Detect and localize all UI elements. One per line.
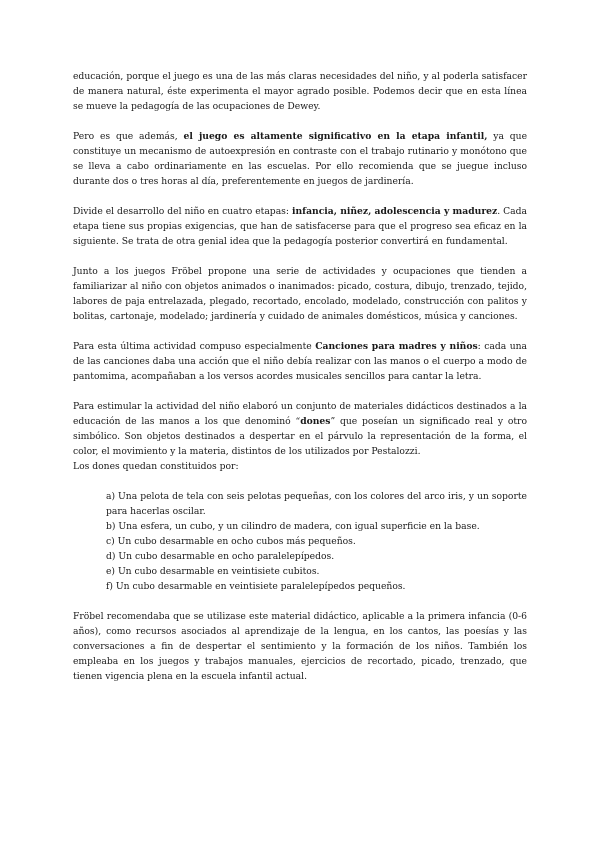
list-item: d) Un cubo desarmable en ocho paralelepípedos. [106, 551, 335, 562]
gifts-intro: Los dones quedan constituidos por: [73, 461, 239, 472]
paragraph-play-significance: Pero es que además, el juego es altamente significativo en la etapa infantil, ya que constituye un mecanismo de autoexpresión en contraste con el trabajo rutinario y monótono que se lleva a cabo ordinariamente en las escuelas. Por ello recomienda que se juegue incluso durante dos o tres horas al día, preferentemente en juegos de jardinería. [73, 131, 528, 187]
gifts-list [73, 489, 527, 594]
paragraph-play-need: educación, porque el juego es una de las más claras necesidades del niño, y al poderla satisfacer de manera natural, éste experimenta el mayor agrado posible. Podemos decir que en esta línea se mueve la pedagogía de las ocupaciones de Dewey. [73, 71, 527, 112]
document-body [73, 69, 527, 699]
paragraph-gifts-use: Fröbel recomendaba que se utilizase este material didáctico, aplicable a la primera infancia (0-6 años), como recursos asociados al aprendizaje de la lengua, en los cantos, las poesías y las conversaciones a fin de despertar el sentimiento y la formación de los niños. También los empleaba en los juegos y trabajos manuales, ejercicios de recortado, picado, trenzado, que tienen vigencia plena en la escuela infantil actual. [73, 611, 527, 682]
list-item: c) Un cubo desarmable en ocho cubos más pequeños. [106, 536, 356, 547]
list-item: a) Una pelota de tela con seis pelotas pequeñas, con los colores del arco iris, y un soporte para hacerlas oscilar. [106, 491, 527, 517]
list-item: b) Una esfera, un cubo, y un cilindro de madera, con igual superficie en la base. [106, 521, 480, 532]
list-item: f) Un cubo desarmable en veintisiete paralelepípedos pequeños. [106, 581, 406, 592]
paragraph-stages: Divide el desarrollo del niño en cuatro etapas: infancia, niñez, adolescencia y madurez. Cada etapa tiene sus propias exigencias, que han de satisfacerse para que el progreso sea eficaz en la siguiente. Se trata de otra genial idea que la pedagogía posterior convertirá en fundamental. [73, 206, 527, 247]
emphasis-gifts: dones [300, 416, 331, 427]
emphasis-stages: infancia, niñez, adolescencia y madurez [291, 206, 498, 217]
list-item: e) Un cubo desarmable en veintisiete cubitos. [106, 566, 320, 577]
paragraph-songs: Para esta última actividad compuso especialmente Canciones para madres y niños: cada una de las canciones daba una acción que el niño debía realizar con las manos o el cuerpo a modo de pantomima, acompañaban a los versos acordes musicales sencillos para cantar la letra. [73, 341, 528, 382]
paragraph-activities: Junto a los juegos Fröbel propone una serie de actividades y ocupaciones que tienden a familiarizar al niño con objetos animados o inanimados: picado, costura, dibujo, trenzado, tejido, labores de paja entrelazada, plegado, recortado, encolado, modelado, construcción con palitos y bolitas, cartonaje, modelado; jardinería y cuidado de animales domésticos, música y canciones. [73, 266, 527, 322]
emphasis-play-significance: el juego es altamente significativo en la etapa infantil, [183, 131, 488, 142]
emphasis-songs-title: Canciones para madres y niños [315, 341, 478, 352]
paragraph-gifts: Para estimular la actividad del niño elaboró un conjunto de materiales didácticos destinados a la educación de las manos a los que denominó “dones” que poseían un significado real y otro simbólico. Son objetos destinados a despertar en el párvulo la representación de la forma, el color, el movimiento y la materia, distintos de los utilizados por Pestalozzi. [73, 401, 527, 457]
